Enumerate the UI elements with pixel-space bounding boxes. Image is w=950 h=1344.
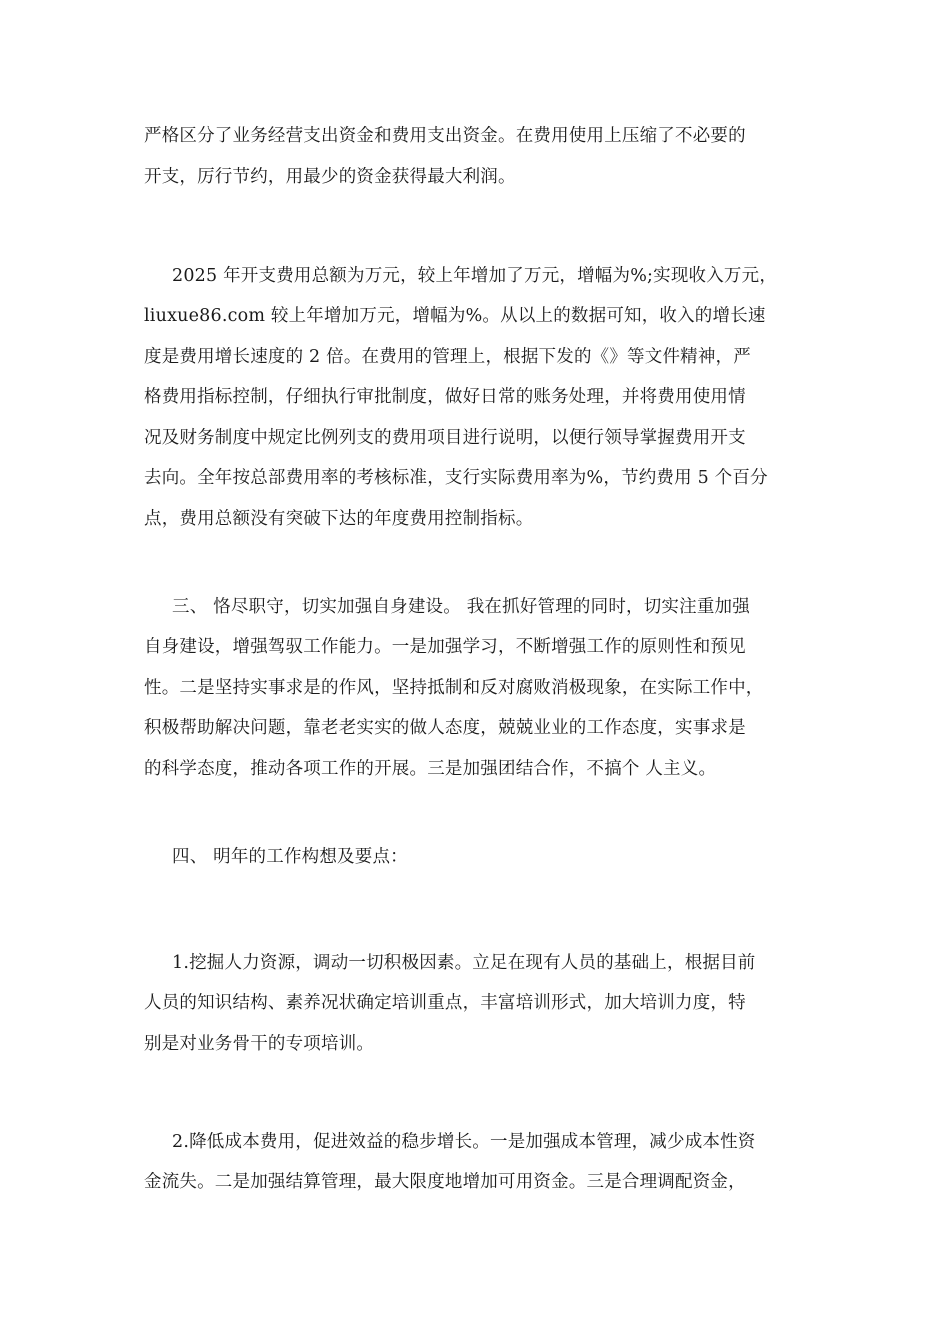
paragraph-2-line-4: 格费用指标控制，仔细执行审批制度，做好日常的账务处理，并将费用使用情 (144, 387, 746, 407)
paragraph-3-line-5: 的科学态度，推动各项工作的开展。三是加强团结合作，不搞个 人主义。 (144, 759, 717, 779)
paragraph-2-line-5: 况及财务制度中规定比例列支的费用项目进行说明，以便行领导掌握费用开支 (144, 428, 746, 448)
paragraph-3-line-1: 三、 恪尽职守，切实加强自身建设。 我在抓好管理的同时，切实注重加强 (172, 597, 750, 617)
paragraph-6-line-1: 2.降低成本费用，促进效益的稳步增长。一是加强成本管理，减少成本性资 (172, 1132, 756, 1152)
paragraph-6-line-2: 金流失。二是加强结算管理，最大限度地增加可用资金。三是合理调配资金， (144, 1172, 746, 1192)
paragraph-3-line-3: 性。二是坚持实事求是的作风，坚持抵制和反对腐败消极现象，在实际工作中， (144, 678, 764, 698)
paragraph-5-line-3: 别是对业务骨干的专项培训。 (144, 1034, 375, 1054)
paragraph-2-line-1: 2025 年开支费用总额为万元，较上年增加了万元，增幅为%;实现收入万元， (172, 266, 778, 286)
paragraph-3-line-4: 积极帮助解决问题，靠老老实实的做人态度，兢兢业业的工作态度，实事求是 (144, 718, 746, 738)
paragraph-2-line-2: liuxue86.com 较上年增加万元，增幅为%。从以上的数据可知，收入的增长速 (144, 306, 766, 326)
paragraph-2-line-7: 点，费用总额没有突破下达的年度费用控制指标。 (144, 509, 534, 529)
section-heading-plans: 四、 明年的工作构想及要点： (172, 847, 408, 867)
paragraph-1-line-1: 严格区分了业务经营支出资金和费用支出资金。在费用使用上压缩了不必要的 (144, 126, 746, 146)
paragraph-5-line-1: 1.挖掘人力资源，调动一切积极因素。立足在现有人员的基础上，根据目前 (172, 953, 756, 973)
paragraph-3-line-2: 自身建设，增强驾驭工作能力。一是加强学习，不断增强工作的原则性和预见 (144, 637, 746, 657)
document-page (144, 0, 806, 1344)
paragraph-1-line-2: 开支，厉行节约，用最少的资金获得最大利润。 (144, 167, 516, 187)
paragraph-2-line-3: 度是费用增长速度的 2 倍。在费用的管理上，根据下发的《》等文件精神，严 (144, 347, 751, 367)
paragraph-2-line-6: 去向。全年按总部费用率的考核标准，支行实际费用率为%，节约费用 5 个百分 (144, 468, 768, 488)
paragraph-5-line-2: 人员的知识结构、素养况状确定培训重点，丰富培训形式，加大培训力度，特 (144, 993, 746, 1013)
